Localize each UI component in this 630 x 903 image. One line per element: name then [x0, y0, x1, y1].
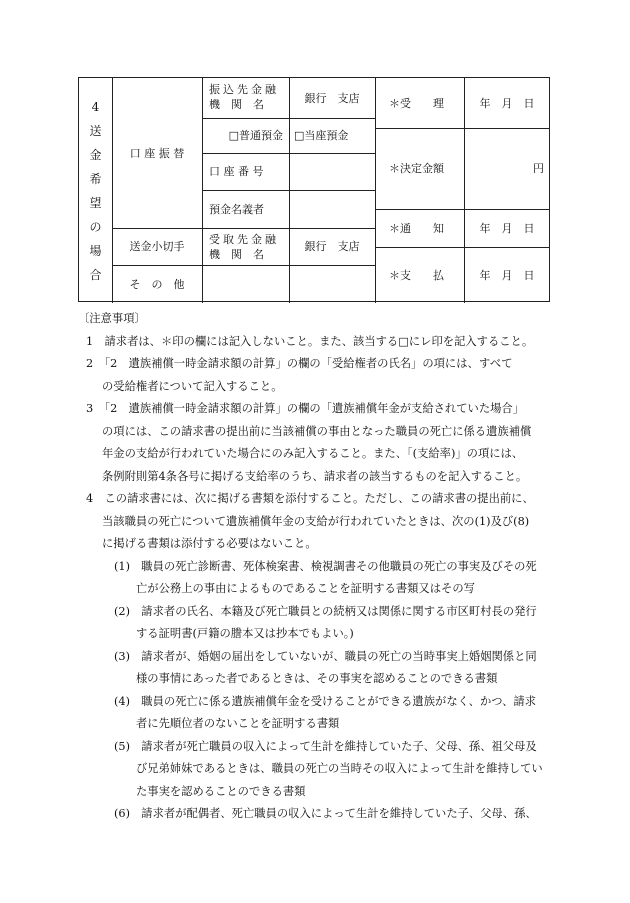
other-method-field[interactable] — [202, 265, 375, 303]
received-label: ＊受 理 — [389, 96, 444, 110]
note-line: 1 請求者は、＊印の欄には記入しないこと。また、該当する□にレ印を記入すること。 — [86, 334, 534, 348]
note-line: の項には、この請求書の提出前に当該補償の事由となった職員の死亡に係る遺族補償 — [102, 424, 532, 438]
section-title-char: の — [89, 219, 102, 234]
section-title-char: 希 — [89, 171, 102, 186]
account-number-field[interactable] — [289, 153, 375, 190]
note-line: (4) 職員の死亡に係る遺族補償年金を受けることができる遺族がなく、かつ、請求 — [114, 694, 537, 708]
note-line: 4 この請求書には、次に掲げる書類を添付すること。ただし、この請求書の提出前に、 — [86, 492, 534, 505]
transfer-bank-label: 振込先金融 機 関 名 — [209, 83, 279, 111]
decided-amount-yen: 円 — [533, 162, 544, 175]
receiving-bank-label: 受取先金融 機 関 名 — [209, 233, 279, 261]
deposit-type-checkboxes[interactable]: □普通預金 □当座預金 — [228, 129, 349, 142]
note-line: 様の事情にあった者であるときは、その事実を認めることのできる書類 — [136, 672, 498, 685]
note-line: 2 「2 遺族補償一時金請求額の計算」の欄の「受給権者の氏名」の項には、すべて — [86, 357, 513, 370]
received-date: 年 月 日 — [479, 96, 535, 110]
paid-label: ＊支 払 — [389, 268, 444, 282]
note-line: び兄弟姉妹であるときは、職員の死亡の当時その収入によって生計を維持してい — [136, 762, 543, 775]
account-holder-field[interactable] — [289, 190, 375, 228]
note-line: 3 「2 遺族補償一時金請求額の計算」の欄の「遺族補償年金が支給されていた場合」 — [86, 402, 525, 415]
remittance-form-table — [78, 77, 550, 302]
paid-date: 年 月 日 — [479, 268, 535, 282]
note-line: する証明書(戸籍の謄本又は抄本でもよい。) — [136, 627, 354, 640]
decided-amount-label: ＊決定金額 — [389, 162, 444, 175]
note-line: 当該職員の死亡について遺族補償年金の支給が行われていたときは、次の(1)及び(8) — [102, 514, 530, 528]
note-line: の受給権者について記入すること。 — [102, 379, 283, 393]
section-title-char: 4 — [91, 99, 100, 114]
notes-heading: 〔注意事項〕 — [78, 312, 146, 325]
section-title-remittance — [79, 78, 112, 303]
section-title-char: 金 — [89, 147, 102, 162]
account-number-label: 口 座 番 号 — [209, 165, 264, 178]
note-line: 者に先順位者のないことを証明する書類 — [136, 717, 340, 730]
note-line: た事実を認めることのできる書類 — [136, 784, 306, 798]
receiving-bank-branch-field[interactable]: 銀行 支店 — [304, 240, 360, 253]
notified-label: ＊通 知 — [389, 221, 444, 235]
transfer-bank-branch-field[interactable]: 銀行 支店 — [304, 91, 360, 105]
section-title-char: 場 — [89, 243, 102, 258]
account-transfer-label: 口 座 振 替 — [129, 146, 185, 160]
note-line: (3) 請求者が、婚姻の届出をしていないが、職員の死亡の当時事実上婚姻関係と同 — [114, 649, 537, 663]
account-holder-label: 預金名義者 — [209, 202, 264, 216]
note-line: 条例附則第4条各号に掲げる支給率のうち、請求者の該当するものを記入すること。 — [102, 469, 528, 483]
remittance-check-label: 送金小切手 — [129, 240, 185, 253]
other-label: そ の 他 — [129, 277, 185, 291]
note-line: (2) 請求者の氏名、本籍及び死亡職員との続柄又は関係に関する市区町村長の発行 — [114, 604, 537, 618]
note-line: 亡が公務上の事由によるものであることを証明する書類又はその写 — [136, 582, 475, 595]
note-line: (1) 職員の死亡診断書、死体検案書、検視調書その他職員の死亡の事実及びその死 — [114, 559, 537, 573]
note-line: (5) 請求者が死亡職員の収入によって生計を維持していた子、父母、孫、祖父母及 — [114, 739, 537, 753]
note-line: に掲げる書類は添付する必要はないこと。 — [102, 537, 317, 550]
section-title-char: 望 — [89, 195, 102, 210]
note-line: 年金の支給が行われていた場合にのみ記入すること。また、「(支給率)」の項には、 — [102, 447, 524, 460]
note-line: (6) 請求者が配偶者、死亡職員の収入によって生計を維持していた子、父母、孫、 — [114, 807, 537, 820]
notified-date: 年 月 日 — [479, 221, 535, 235]
section-title-char: 合 — [89, 267, 102, 282]
section-title-char: 送 — [89, 123, 102, 138]
notes-section — [78, 308, 558, 826]
